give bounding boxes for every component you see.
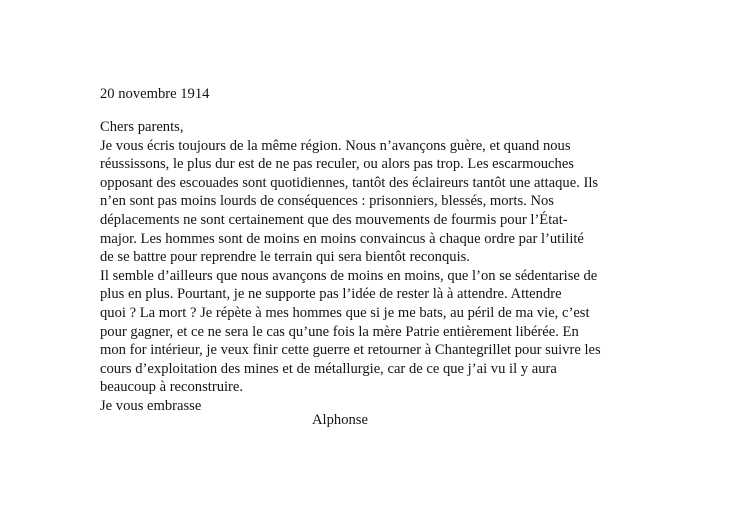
body-line: déplacements ne sont certainement que des mouvements de fourmis pour l’État- [100, 211, 568, 228]
body-line: plus en plus. Pourtant, je ne supporte pas l’idée de rester là à attendre. Attendre [100, 286, 562, 303]
body-line: de se battre pour reprendre le terrain qui sera bientôt reconquis. [100, 249, 470, 266]
letter-body [100, 118, 660, 416]
closing: Je vous embrasse [100, 397, 202, 414]
body-line: n’en sont pas moins lourds de conséquences : prisonniers, blessés, morts. Nos [100, 193, 554, 210]
body-line: quoi ? La mort ? Je répète à mes hommes que si je me bats, au péril de ma vie, c’est [100, 304, 590, 321]
body-line: beaucoup à reconstruire. [100, 379, 244, 396]
letter-date: 20 novembre 1914 [100, 86, 210, 102]
body-line: Il semble d’ailleurs que nous avançons de moins en moins, que l’on se sédentarise de [100, 267, 598, 284]
body-line: opposant des escouades sont quotidiennes, tantôt des éclaireurs tantôt une attaque. Ils [100, 174, 599, 191]
body-line: Je vous écris toujours de la même région. Nous n’avançons guère, et quand nous [100, 137, 571, 154]
body-line: major. Les hommes sont de moins en moins convaincus à chaque ordre par l’utilité [100, 230, 584, 247]
signature: Alphonse [312, 412, 368, 428]
body-line: pour gagner, et ce ne sera le cas qu’une fois la mère Patrie entièrement libérée. En [100, 323, 579, 340]
body-line: réussissons, le plus dur est de ne pas reculer, ou alors pas trop. Les escarmouches [100, 156, 574, 173]
body-line: cours d’exploitation des mines et de métallurgie, car de ce que j’ai vu il y aura [100, 360, 557, 377]
salutation: Chers parents, [100, 119, 184, 135]
body-line: mon for intérieur, je veux finir cette guerre et retourner à Chantegrillet pour suivre les [100, 342, 601, 359]
